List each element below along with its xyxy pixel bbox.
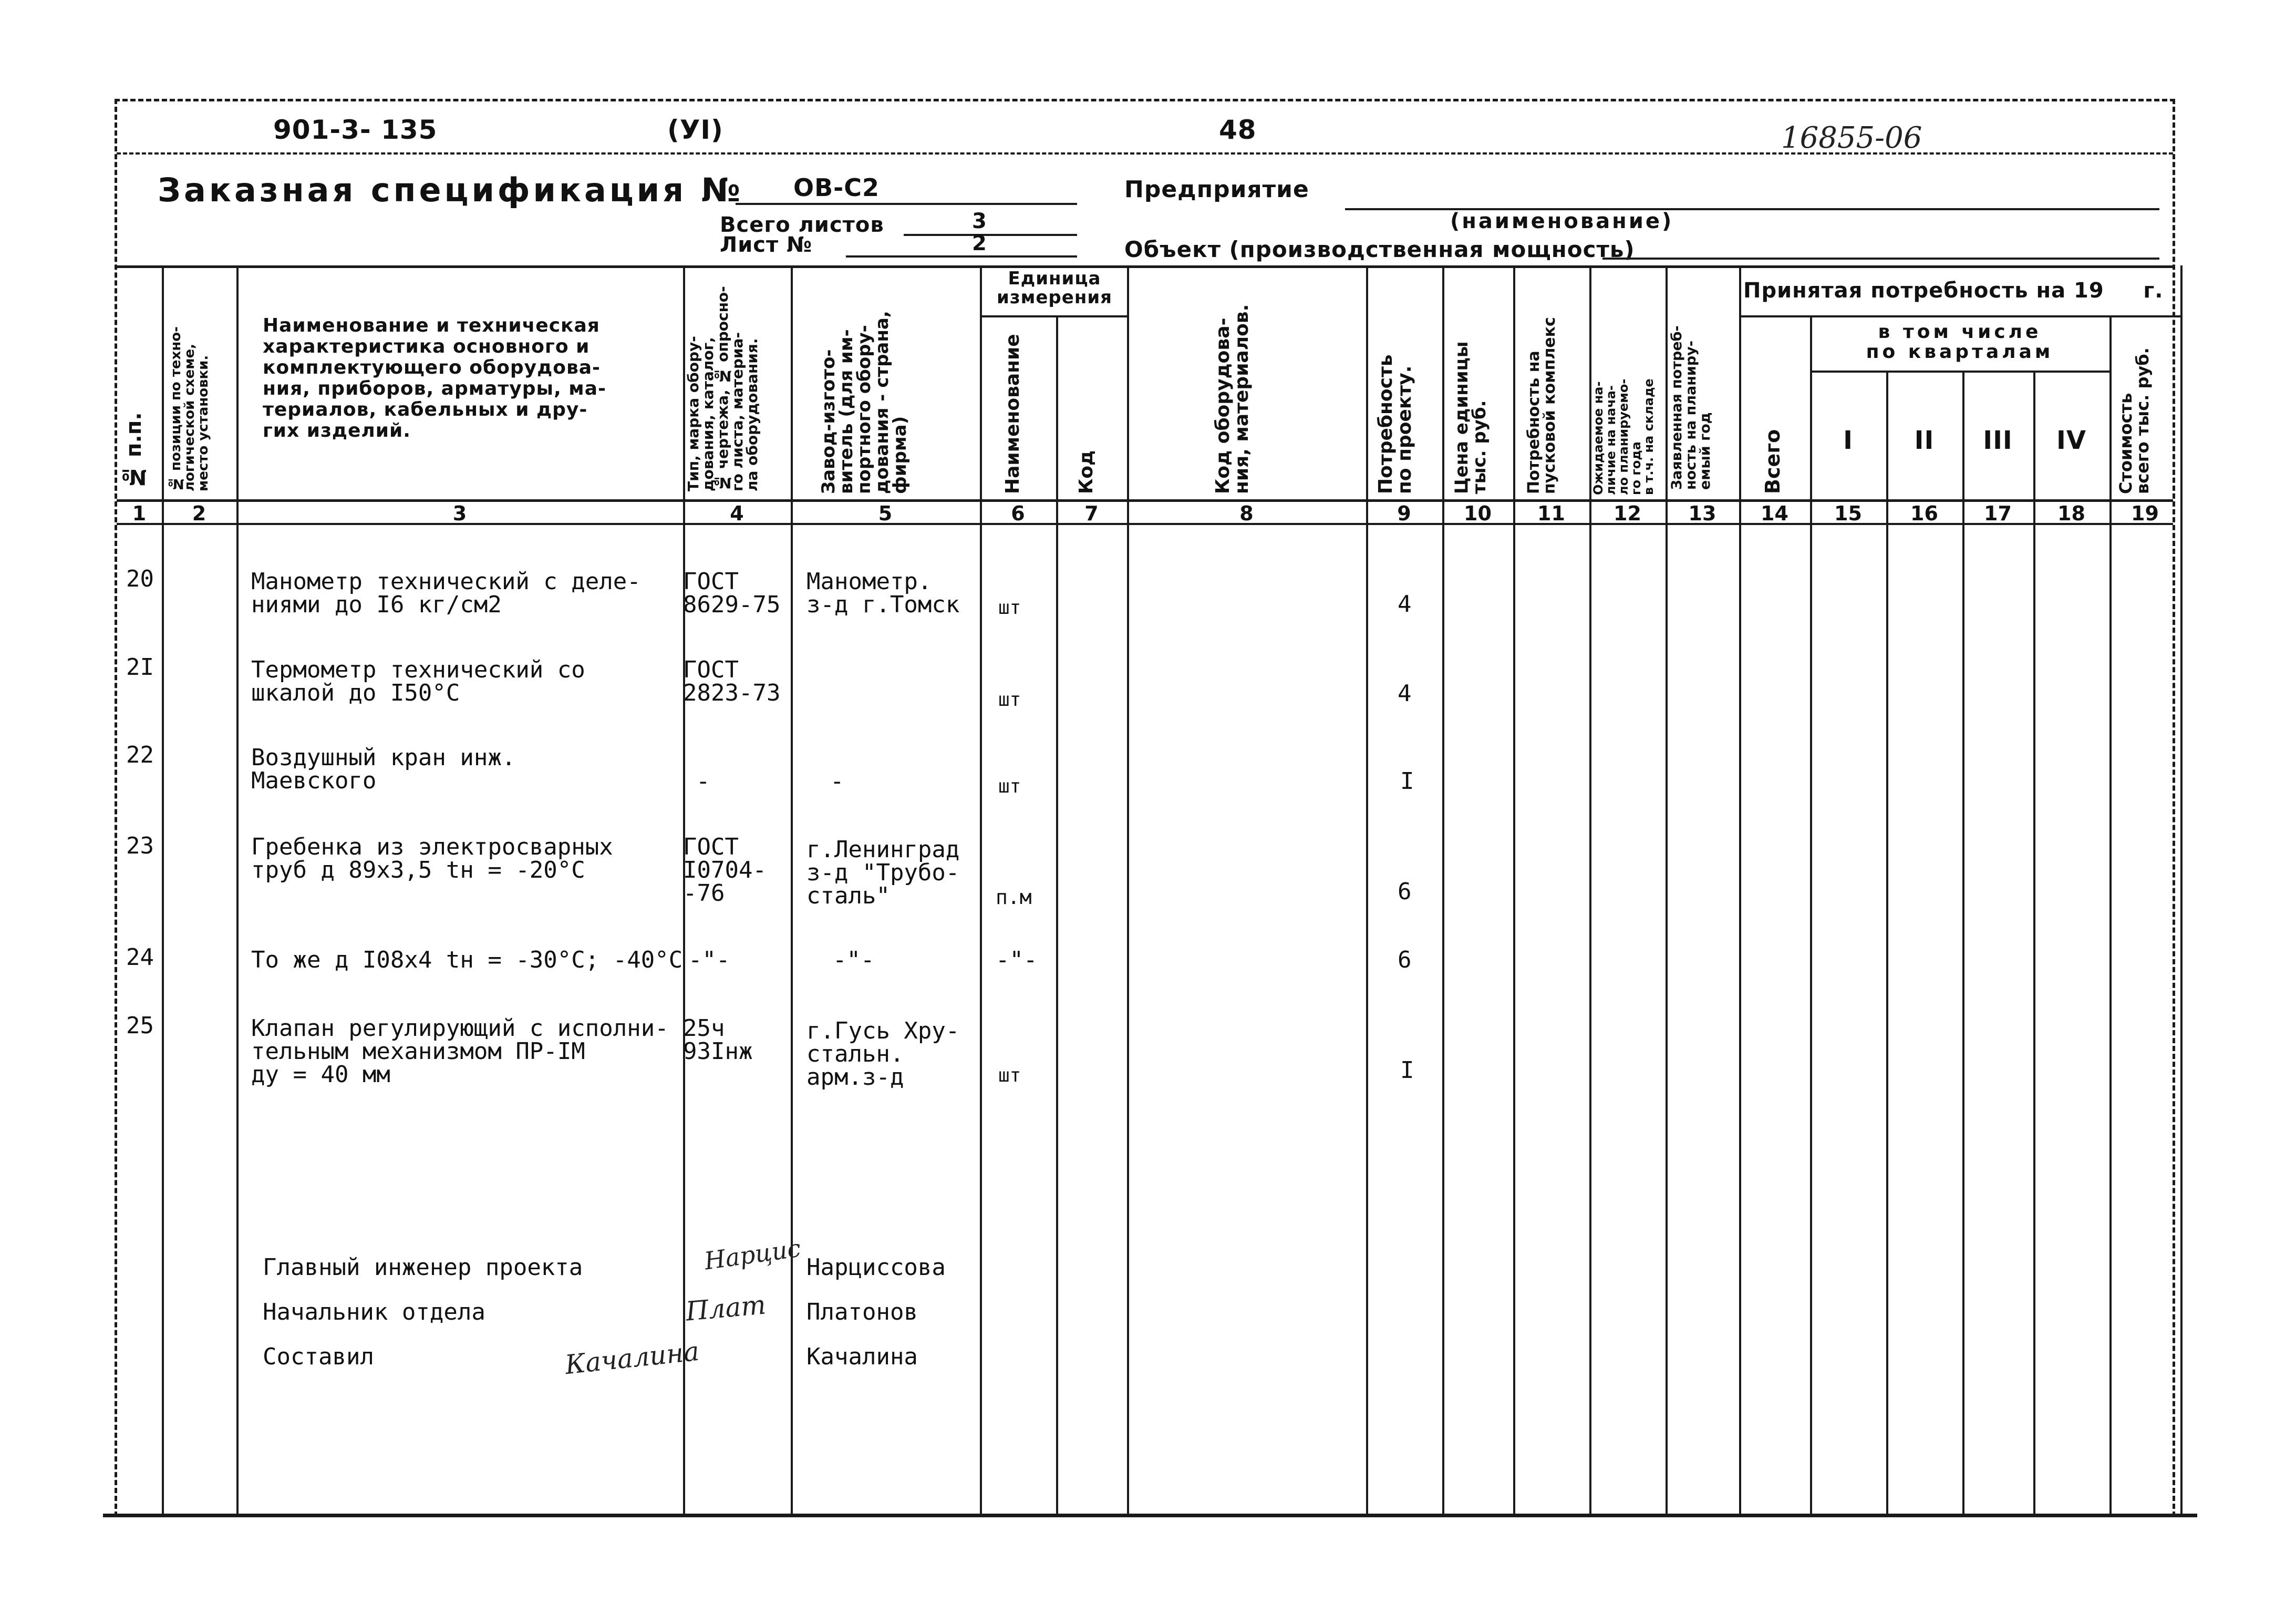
col-number: 17	[1984, 502, 2012, 525]
row-name: Гребенка из электросварных труб д 89х3,5 tн = -20°С	[251, 834, 613, 883]
col-number: 14	[1761, 502, 1788, 525]
col-header-18: IV	[2056, 426, 2086, 455]
col-number: 18	[2057, 502, 2085, 525]
unit-group-header: Единица измерения	[997, 268, 1112, 308]
col-header-6: Наименование	[1002, 334, 1023, 494]
row-type: -	[696, 768, 710, 795]
row-unit: п.м	[996, 886, 1032, 909]
sign-name: Качалина	[806, 1343, 918, 1370]
col-header-19: Стоимость всего тыс. руб.	[2116, 347, 2153, 494]
quarters-header: в том числе по кварталам	[1866, 321, 2054, 363]
row-number: 25	[126, 1012, 154, 1039]
accepted-header: Принятая потребность на 19 г.	[1743, 279, 2164, 303]
row-type: ГОСТ 8629-75	[683, 568, 781, 618]
row-number: 23	[126, 832, 154, 859]
col-header-17: III	[1983, 426, 2013, 455]
col-header-5: Завод-изгото- витель (для им- портного обору- дования - страна, фирма)	[818, 311, 911, 494]
col-number: 16	[1910, 502, 1938, 525]
row-maker: г.Ленинград з-д "Трубо- сталь"	[806, 836, 960, 909]
row-number: 20	[126, 566, 154, 592]
col-number: 19	[2131, 502, 2159, 525]
sign-name: Нарциссова	[806, 1254, 946, 1281]
sheet-no-value: 2	[972, 231, 987, 255]
col-header-3: Наименование и техническая характеристика основного и комплектующего оборудова- ния, приборов, арматуры, ма- териалов, кабельных и дру- гих изделий.	[263, 315, 606, 441]
accepted-group-rule	[1739, 315, 2180, 317]
spec-title: Заказная спецификация №	[158, 171, 744, 209]
inventory-number: 16855-06	[1781, 121, 1922, 155]
handwritten-signature: Плат	[684, 1289, 767, 1327]
col-number: 13	[1688, 502, 1716, 525]
total-sheets-underline	[904, 234, 1077, 236]
row-number: 24	[126, 944, 154, 971]
total-sheets-value: 3	[972, 209, 987, 233]
col-header-10: Цена единицы тыс. руб.	[1451, 341, 1490, 494]
col-number: 5	[878, 502, 893, 525]
sign-role: Начальник отдела	[263, 1299, 485, 1325]
row-maker: г.Гусь Хру- стальн. арм.з-д	[806, 1017, 960, 1091]
col-header-14: Всего	[1761, 429, 1784, 494]
col-number-rule	[117, 523, 2173, 525]
col-divider	[791, 265, 793, 1514]
col-number: 12	[1614, 502, 1641, 525]
col-number: 4	[730, 502, 744, 525]
spec-number-underline	[736, 203, 1077, 205]
col-divider	[1962, 371, 1964, 1514]
col-header-16: II	[1914, 426, 1935, 455]
top-divider	[117, 152, 2173, 155]
row-name: Манометр технический с деле- ниями до I6 кг/см2	[251, 568, 641, 618]
col-divider	[1886, 371, 1888, 1514]
quarters-group-rule	[1810, 371, 2109, 373]
naim-label: (наименование)	[1450, 209, 1674, 233]
row-qty: 4	[1398, 680, 1412, 707]
row-type: -"-	[688, 947, 730, 973]
handwritten-signature: Качалина	[563, 1335, 701, 1381]
object-label: Объект (производственная мощность)	[1124, 237, 1635, 262]
col-number: 10	[1464, 502, 1492, 525]
col-divider	[236, 265, 239, 1514]
col-divider	[1127, 265, 1129, 1514]
col-divider	[1366, 265, 1368, 1514]
col-divider	[1442, 265, 1444, 1514]
row-unit: шт	[998, 689, 1021, 711]
row-unit: -"-	[996, 947, 1038, 973]
sign-role: Главный инженер проекта	[263, 1254, 583, 1281]
col-number: 7	[1084, 502, 1099, 525]
handwritten-signature: Нарцис	[702, 1233, 803, 1276]
table-top-rule	[117, 265, 2173, 268]
row-name: То же д I08х4 tн = -30°С; -40°С	[251, 947, 683, 973]
row-maker: -	[830, 768, 844, 795]
frame-bottom-rule	[103, 1514, 2197, 1517]
enterprise-label: Предприятие	[1124, 176, 1309, 203]
col-header-15: I	[1843, 426, 1853, 455]
object-underline	[1602, 258, 2159, 260]
row-qty: 6	[1398, 878, 1412, 905]
row-type: ГОСТ 2823-73	[683, 656, 781, 706]
col-header-7: Код	[1075, 450, 1097, 494]
col-number: 3	[452, 502, 467, 525]
row-name: Термометр технический со шкалой до I50°С	[251, 656, 585, 706]
unit-group-rule	[980, 315, 1127, 317]
col-header-13: Заявленная потреб- ность на планиру- емый год	[1669, 325, 1713, 490]
sheet-no-underline	[846, 255, 1077, 258]
row-unit: шт	[998, 597, 1021, 619]
col-divider	[980, 265, 982, 1514]
col-number: 15	[1834, 502, 1862, 525]
col-number: 1	[132, 502, 147, 525]
row-name: Воздушный кран инж. Маевского	[251, 744, 516, 794]
col-number: 8	[1239, 502, 1254, 525]
col-header-4: Тип, марка обору- дования, каталог, № чертежа, № опросно- го листа, материа- ла оборудования.	[685, 286, 761, 491]
row-type: 25ч 93Iнж	[683, 1015, 753, 1065]
row-qty: I	[1400, 768, 1414, 795]
page-number: 48	[1219, 115, 1257, 145]
sign-role: Составил	[263, 1343, 374, 1370]
spec-number: ОВ-С2	[793, 173, 880, 202]
row-type: ГОСТ I0704- -76	[683, 834, 767, 907]
doc-roman: (УI)	[667, 115, 723, 145]
row-qty: I	[1400, 1057, 1414, 1084]
sheet-no-label: Лист №	[720, 233, 813, 257]
col-header-12: Ожидаемое на- личие на нача- ло планируемо- го года в т.ч. на складе	[1591, 378, 1656, 495]
row-qty: 6	[1398, 947, 1412, 973]
col-header-8: Код оборудова- ния, материалов.	[1212, 304, 1253, 494]
row-unit: шт	[998, 1065, 1021, 1086]
col-divider	[1810, 315, 1812, 1514]
row-number: 22	[126, 742, 154, 768]
col-divider	[2033, 371, 2035, 1514]
row-maker: Манометр. з-д г.Томск	[806, 568, 960, 618]
col-divider	[162, 265, 164, 1514]
total-sheets-label: Всего листов	[720, 213, 884, 237]
col-number: 6	[1011, 502, 1025, 525]
col-header-1: № п.п.	[122, 412, 146, 489]
row-maker: -"-	[833, 947, 875, 973]
col-number: 11	[1537, 502, 1565, 525]
col-header-11: Потребность на пусковой комплекс	[1525, 317, 1559, 494]
row-unit: шт	[998, 776, 1021, 797]
col-number: 9	[1397, 502, 1411, 525]
col-number: 2	[192, 502, 206, 525]
col-divider	[1739, 265, 1741, 1514]
doc-code: 901-3- 135	[273, 115, 438, 145]
col-divider	[2109, 315, 2112, 1514]
col-divider	[1056, 315, 1058, 1514]
col-divider	[1666, 265, 1668, 1514]
row-name: Клапан регулирующий с исполни- тельным механизмом ПР-IМ ду = 40 мм	[251, 1015, 669, 1088]
row-qty: 4	[1398, 591, 1412, 618]
sign-name: Платонов	[806, 1299, 918, 1325]
row-number: 2I	[126, 654, 154, 681]
col-divider	[1513, 265, 1515, 1514]
col-header-2: № позиции по техно- логической схеме, место установки.	[168, 326, 211, 491]
col-header-9: Потребность по проекту.	[1375, 354, 1415, 494]
col-divider-right	[2180, 265, 2183, 1514]
